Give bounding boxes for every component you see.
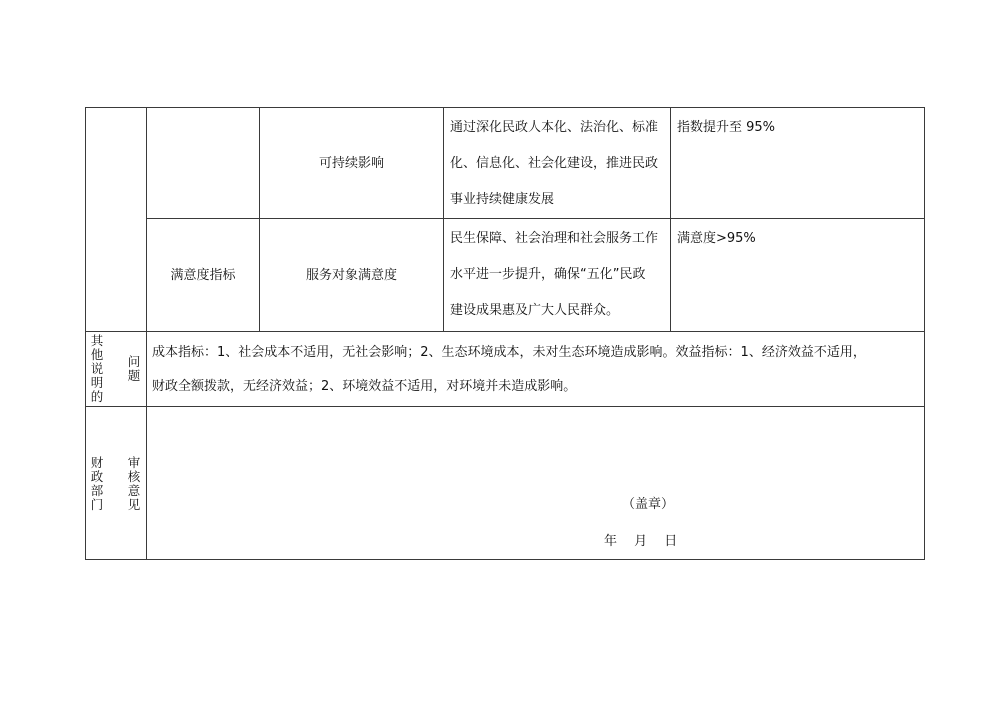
target-value: 指数提升至 95% bbox=[677, 120, 776, 135]
seal-label: （盖章） bbox=[622, 497, 675, 512]
label-char: 的 bbox=[90, 389, 104, 404]
content-line: 民生保障、社会治理和社会服务工作 bbox=[450, 231, 659, 246]
other-notes-line: 财政全额拨款，无经济效益；2、环境效益不适用，对环境并未造成影响。 bbox=[152, 379, 577, 394]
row-divider bbox=[146, 218, 925, 219]
table-border-left bbox=[85, 107, 86, 560]
category-satisfaction: 满意度指标 bbox=[170, 268, 236, 283]
table-border-bottom bbox=[85, 559, 925, 560]
label-char: 明 bbox=[90, 375, 104, 390]
other-notes-line: 成本指标：1、社会成本不适用，无社会影响；2、生态环境成本，未对生态环境造成影响。效益指标：1、经济效益不适用， bbox=[152, 345, 866, 360]
indicator-sustainable-impact: 可持续影响 bbox=[318, 156, 384, 171]
label-char: 部 bbox=[90, 483, 104, 498]
content-line: 化、信息化、社会化建设，推进民政 bbox=[450, 156, 659, 171]
label-char: 门 bbox=[90, 497, 104, 512]
column-divider bbox=[443, 107, 444, 332]
label-char: 其 bbox=[90, 333, 104, 348]
content-line: 事业持续健康发展 bbox=[450, 192, 555, 207]
label-char: 核 bbox=[127, 469, 141, 484]
indicator-service-satisfaction: 服务对象满意度 bbox=[305, 268, 397, 283]
label-char: 说 bbox=[90, 361, 104, 376]
content-line: 通过深化民政人本化、法治化、标准 bbox=[450, 120, 659, 135]
label-char: 审 bbox=[127, 455, 141, 470]
column-divider bbox=[259, 107, 260, 332]
row-divider bbox=[85, 406, 925, 407]
content-line: 水平进一步提升，确保“五化”民政 bbox=[450, 267, 646, 282]
label-char: 问 bbox=[127, 354, 141, 369]
table-border-right bbox=[924, 107, 925, 560]
table-border-top bbox=[85, 107, 925, 108]
date-line: 年 月 日 bbox=[604, 534, 678, 549]
column-divider bbox=[146, 107, 147, 560]
label-char: 见 bbox=[127, 497, 141, 512]
column-divider bbox=[670, 107, 671, 332]
label-char: 政 bbox=[90, 469, 104, 484]
content-line: 建设成果惠及广大人民群众。 bbox=[450, 303, 620, 318]
label-char: 财 bbox=[90, 455, 104, 470]
label-char: 意 bbox=[127, 483, 141, 498]
row-divider bbox=[85, 331, 925, 332]
label-char: 他 bbox=[90, 347, 104, 362]
label-char: 题 bbox=[127, 368, 141, 383]
target-value: 满意度>95% bbox=[677, 231, 756, 246]
